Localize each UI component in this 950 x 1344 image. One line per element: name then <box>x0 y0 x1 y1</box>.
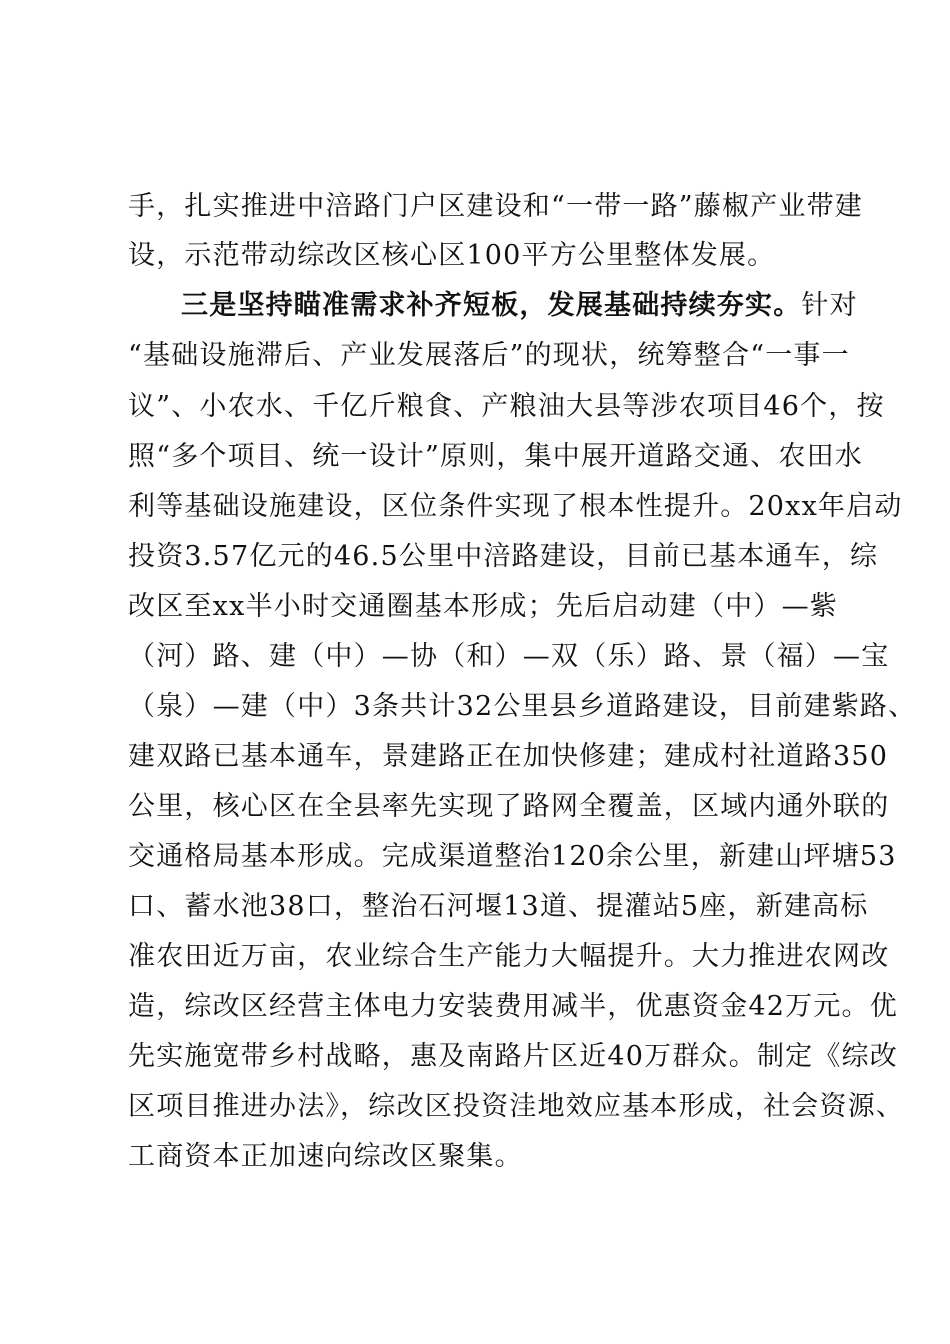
paragraph-2-line-12: 交通格局基本形成。完成渠道整治120余公里，新建山坪塘53 <box>128 841 897 872</box>
paragraph-1-line-2: 设，示范带动综改区核心区100平方公里整体发展。 <box>128 240 776 271</box>
paragraph-2-line-7: 改区至xx半小时交通圈基本形成；先后启动建（中）—紫 <box>128 591 838 622</box>
paragraph-2-line-6: 投资3.57亿元的46.5公里中涪路建设，目前已基本通车，综 <box>128 541 879 572</box>
paragraph-2-line-14: 准农田近万亩，农业综合生产能力大幅提升。大力推进农网改 <box>128 941 890 972</box>
paragraph-2-line-18: 工商资本正加速向综改区聚集。 <box>128 1141 523 1172</box>
paragraph-2-line-10: 建双路已基本通车，景建路正在加快修建；建成村社道路350 <box>128 741 889 772</box>
paragraph-2-line-1-rest: 针对 <box>801 290 858 321</box>
paragraph-2-line-17: 区项目推进办法》，综改区投资洼地效应基本形成，社会资源、 <box>128 1091 905 1122</box>
paragraph-2-line-2: “基础设施滞后、产业发展落后”的现状，统筹整合“一事一 <box>128 340 850 371</box>
paragraph-2-lead-sentence: 三是坚持瞄准需求补齐短板，发展基础持续夯实。 <box>181 290 802 321</box>
paragraph-2-line-13: 口、蓄水池38口，整治石河堰13道、提灌站5座，新建高标 <box>128 891 869 922</box>
paragraph-2-line-3: 议”、小农水、千亿斤粮食、产粮油大县等涉农项目46个，按 <box>128 391 885 422</box>
paragraph-1-line-1: 手，扎实推进中涪路门户区建设和“一带一路”藤椒产业带建 <box>128 191 864 222</box>
paragraph-2-line-5: 利等基础设施建设，区位条件实现了根本性提升。20xx年启动 <box>128 491 903 522</box>
paragraph-2-line-15: 造，综改区经营主体电力安装费用减半，优惠资金42万元。优 <box>128 991 898 1022</box>
paragraph-2-line-16: 先实施宽带乡村战略，惠及南路片区近40万群众。制定《综改 <box>128 1041 898 1072</box>
paragraph-2-line-1 <box>181 289 858 323</box>
paragraph-2-line-9: （泉）—建（中）3条共计32公里县乡道路建设，目前建紫路、 <box>128 691 917 722</box>
paragraph-2-line-8: （河）路、建（中）—协（和）—双（乐）路、景（福）—宝 <box>128 641 890 672</box>
paragraph-2-line-11: 公里，核心区在全县率先实现了路网全覆盖，区域内通外联的 <box>128 791 890 822</box>
paragraph-2-line-4: 照“多个项目、统一设计”原则，集中展开道路交通、农田水 <box>128 441 864 472</box>
